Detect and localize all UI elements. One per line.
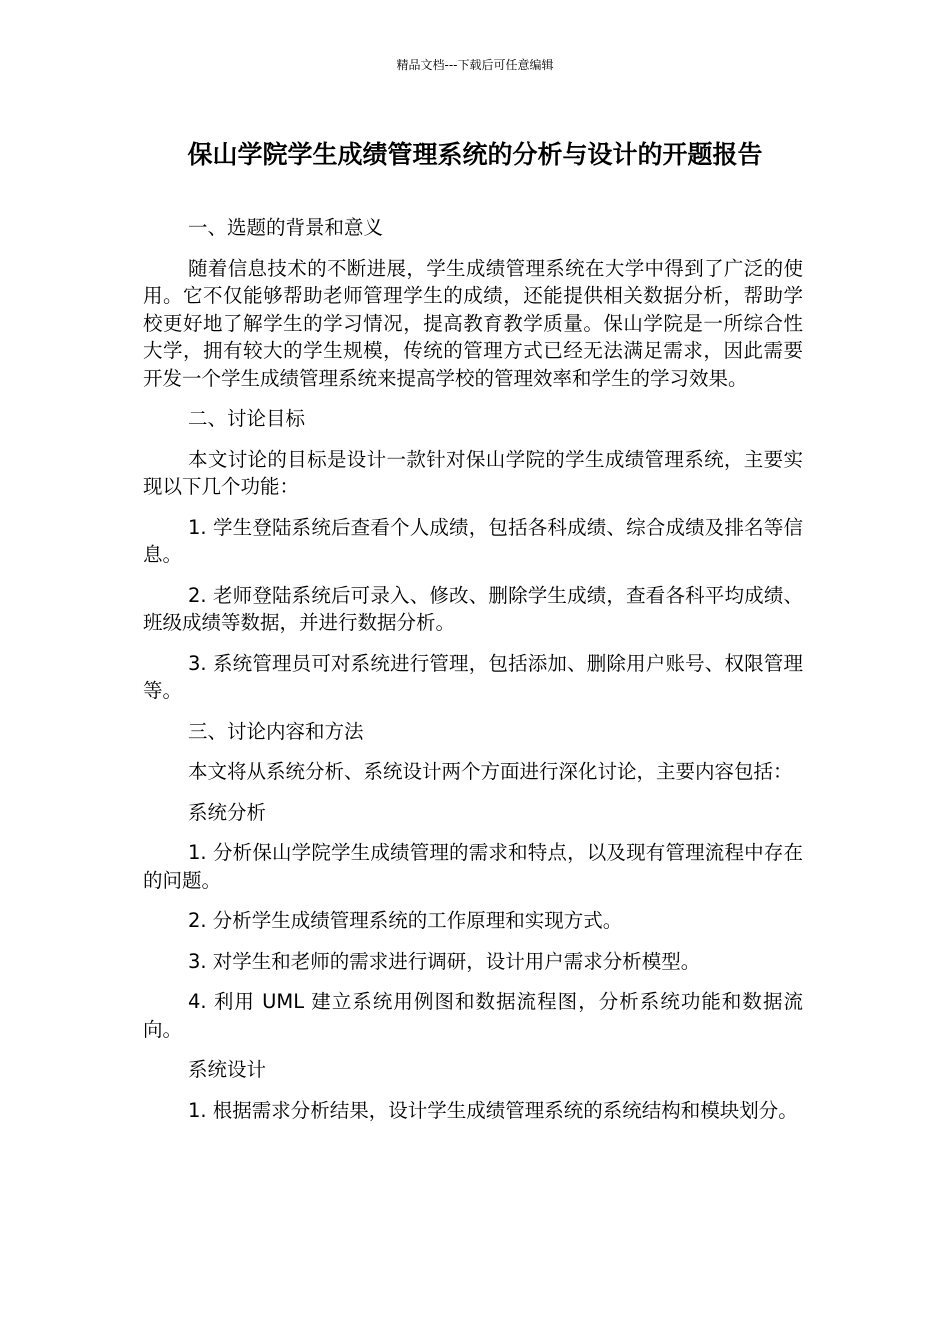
document-body bbox=[143, 214, 803, 1137]
list-item: 2. 分析学生成绩管理系统的工作原理和实现方式。 bbox=[188, 909, 623, 932]
section-heading-methods: 三、讨论内容和方法 bbox=[188, 719, 364, 743]
list-item: 2. 老师登陆系统后可录入、修改、删除学生成绩，查看各科平均成绩、班级成绩等数据，并进行数据分析。 bbox=[143, 583, 803, 634]
list-item: 1. 学生登陆系统后查看个人成绩，包括各科成绩、综合成绩及排名等信息。 bbox=[143, 515, 803, 566]
paragraph-methods-intro: 本文将从系统分析、系统设计两个方面进行深化讨论，主要内容包括： bbox=[188, 760, 793, 783]
list-item: 1. 分析保山学院学生成绩管理的需求和特点，以及现有管理流程中存在的问题。 bbox=[143, 841, 803, 892]
document-title: 保山学院学生成绩管理系统的分析与设计的开题报告 bbox=[187, 140, 763, 169]
list-item: 4. 利用 UML 建立系统用例图和数据流程图，分析系统功能和数据流向。 bbox=[143, 990, 803, 1041]
section-heading-background: 一、选题的背景和意义 bbox=[188, 216, 384, 239]
list-item: 1. 根据需求分析结果，设计学生成绩管理系统的系统结构和模块划分。 bbox=[188, 1098, 798, 1122]
list-item: 3. 对学生和老师的需求进行调研，设计用户需求分析模型。 bbox=[188, 949, 701, 973]
paragraph-goals-intro: 本文讨论的目标是设计一款针对保山学院的学生成绩管理系统，主要实现以下几个功能： bbox=[143, 447, 803, 498]
list-item: 3. 系统管理员可对系统进行管理，包括添加、删除用户账号、权限管理等。 bbox=[143, 651, 803, 702]
paragraph-background: 随着信息技术的不断进展，学生成绩管理系统在大学中得到了广泛的使用。它不仅能够帮助老师管理学生的成绩，还能提供相关数据分析，帮助学校更好地了解学生的学习情况，提高教育教学质量。保山学院是一所综合性大学，拥有较大的学生规模，传统的管理方式已经无法满足需求，因此需要开发一个学生成绩管理系统来提高学校的管理效率和学生的学习效果。 bbox=[143, 256, 803, 390]
header-note: 精品文档---下载后可任意编辑 bbox=[396, 58, 554, 72]
section-heading-goals: 二、讨论目标 bbox=[188, 407, 306, 430]
subheading-system-design: 系统设计 bbox=[188, 1058, 267, 1081]
subheading-system-analysis: 系统分析 bbox=[188, 800, 267, 824]
